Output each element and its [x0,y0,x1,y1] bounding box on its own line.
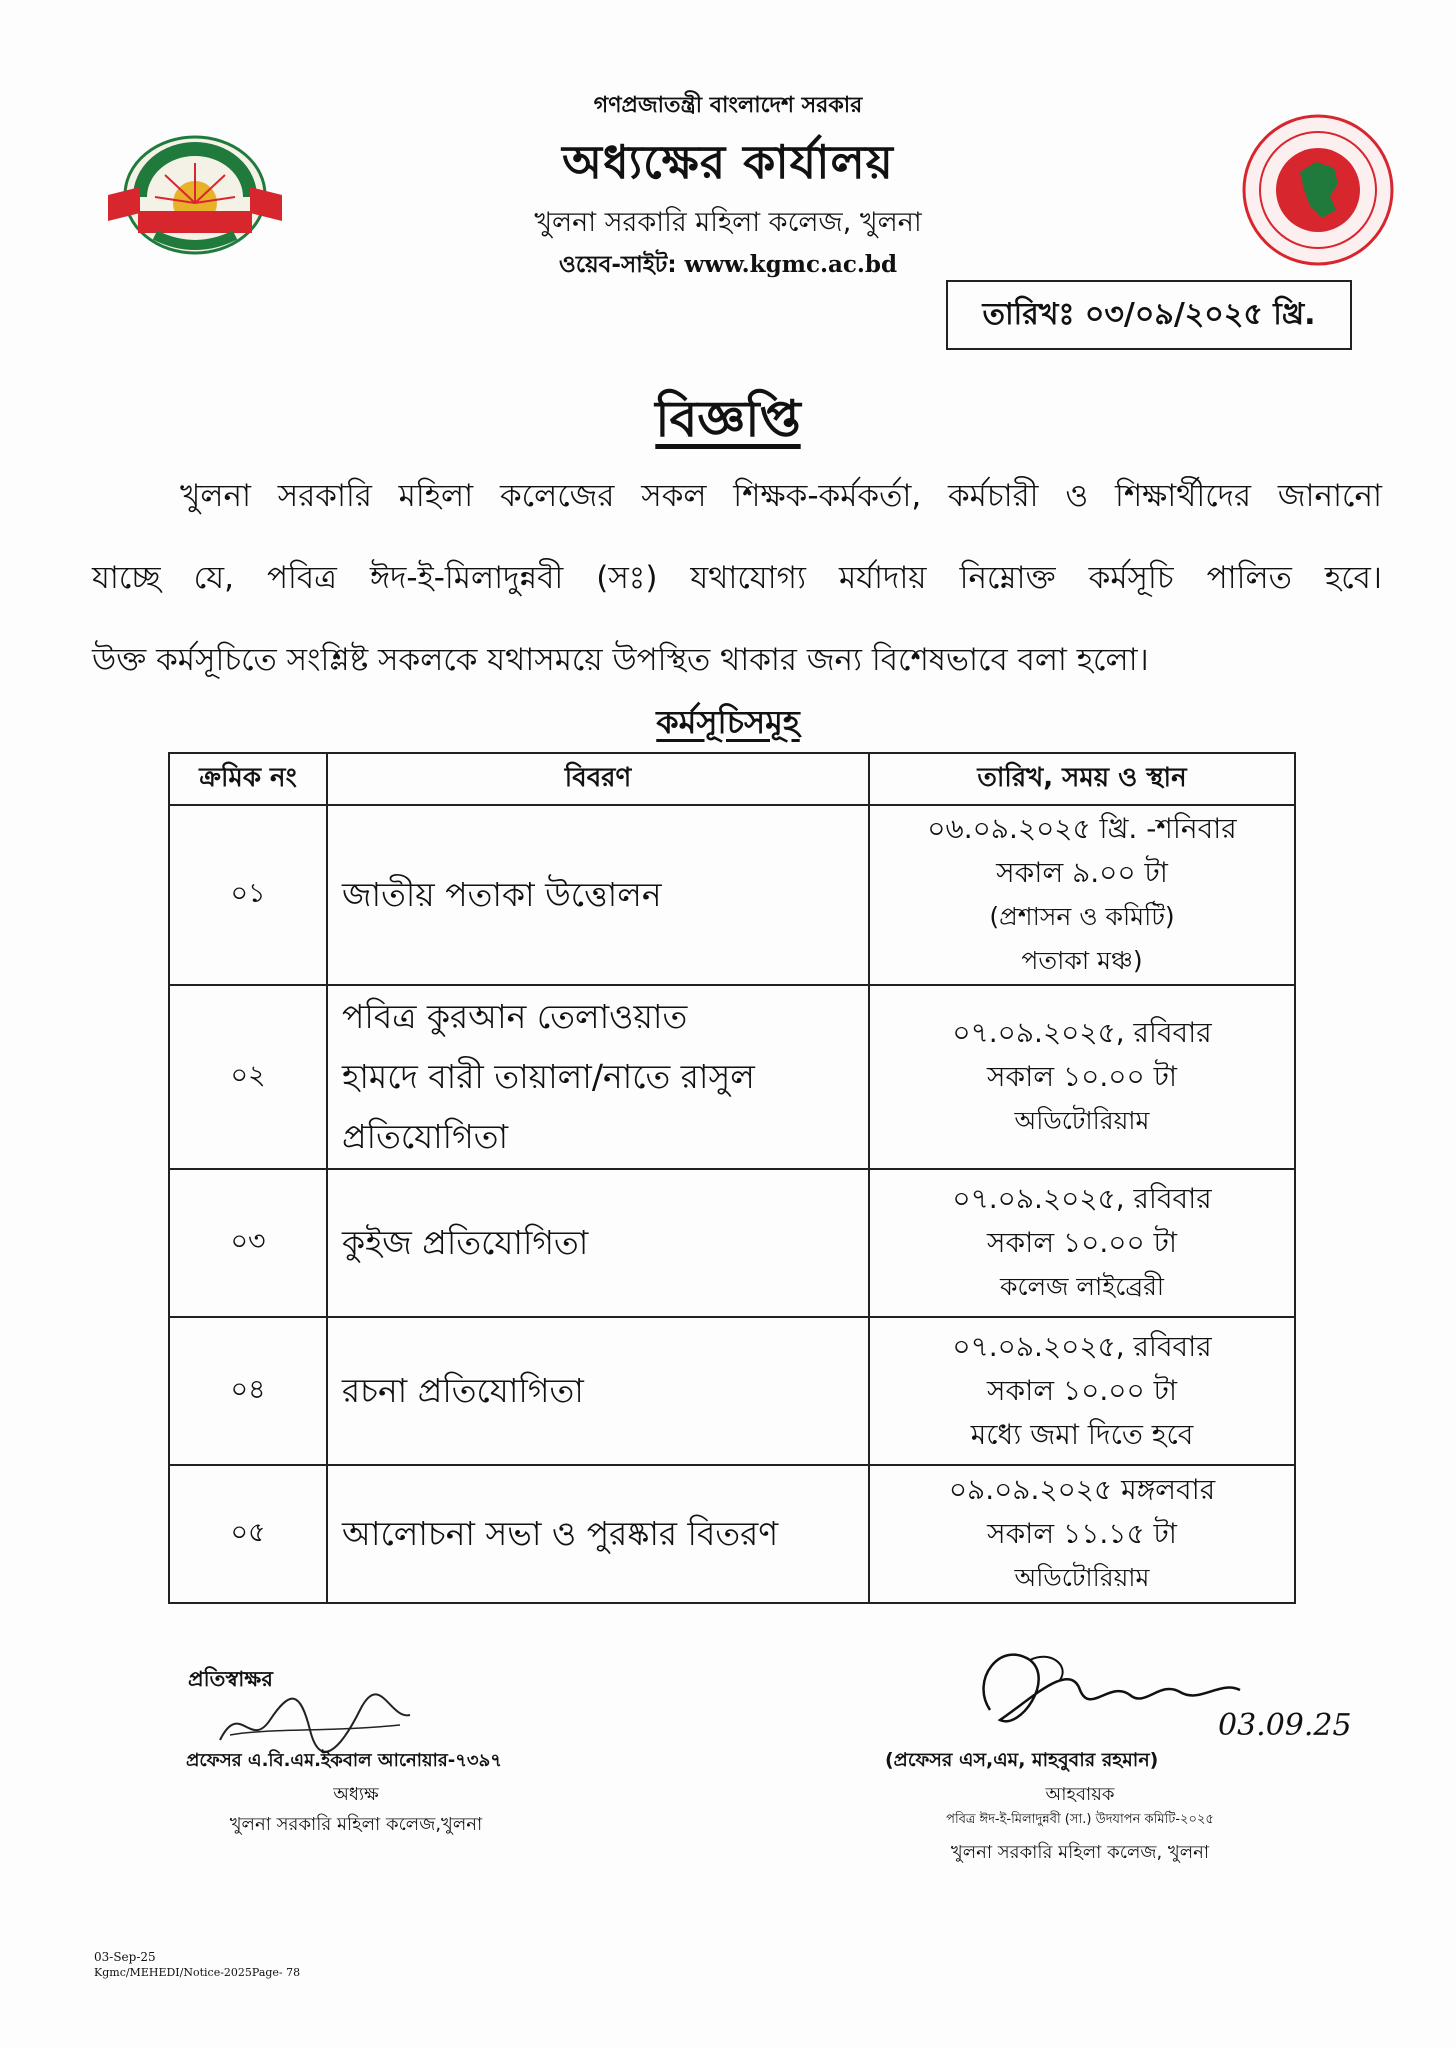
serial-cell: ০৪ [169,1317,327,1465]
column-header-serial: ক্রমিক নং [169,753,327,805]
office-title: অধ্যক্ষের কার্যালয় [562,135,894,189]
table-row [169,805,1295,985]
government-heading: গণপ্রজাতন্ত্রী বাংলাদেশ সরকার [593,93,863,118]
notice-title: বিজ্ঞপ্তি [655,390,801,448]
principal-role: অধ্যক্ষ [333,1784,379,1805]
serial-cell: ০৫ [169,1465,327,1603]
table-row [169,985,1295,1169]
schedule-cell: ০৭.০৯.২০২৫, রবিবার সকাল ১০.০০ টা অডিটোরিয়াম [869,985,1295,1169]
notice-body [92,455,1382,701]
convener-institution: খুলনা সরকারি মহিলা কলেজ, খুলনা [950,1842,1210,1863]
description-cell: কুইজ প্রতিযোগিতা [327,1169,869,1317]
table-row [169,1169,1295,1317]
principal-name: প্রফেসর এ.বি.এম.ইকবাল আনোয়ার-৭৩৯৭ [186,1750,502,1771]
website-label: ওয়েব-সাইট: [558,252,677,278]
table-header-row [169,753,1295,805]
notice-line: খুলনা সরকারি মহিলা কলেজের সকল শিক্ষক-কর্মকর্তা, কর্মচারী ও শিক্ষার্থীদের জানানো [180,478,1382,514]
schedule-cell: ০৬.০৯.২০২৫ খ্রি. -শনিবার সকাল ৯.০০ টা (প্রশাসন ও কমিটি) পতাকা মঞ্চ) [869,805,1295,985]
serial-cell: ০১ [169,805,327,985]
footer-date: 03-Sep-25 [94,1950,156,1964]
description-cell: পবিত্র কুরআন তেলাওয়াত হামদে বারী তায়ালা/নাতে রাসুল প্রতিযোগিতা [327,985,869,1169]
programme-table [168,752,1296,1604]
signature-handwritten-date: 03.09.25 [1218,1708,1352,1743]
table-row [169,1465,1295,1603]
description-cell: জাতীয় পতাকা উত্তোলন [327,805,869,985]
notice-line: যাচ্ছে যে, পবিত্র ঈদ-ই-মিলাদুন্নবী (সঃ) যথাযোগ্য মর্যাদায় নিম্নোক্ত কর্মসূচি পালিত হবে। [92,560,1382,596]
countersign-label: প্রতিস্বাক্ষর [188,1667,273,1691]
principal-institution: খুলনা সরকারি মহিলা কলেজ,খুলনা [229,1814,483,1835]
column-header-when: তারিখ, সময় ও স্থান [869,753,1295,805]
serial-cell: ০২ [169,985,327,1169]
notice-date: তারিখঃ ০৩/০৯/২০২৫ খ্রি. [946,280,1352,350]
schedule-cell: ০৭.০৯.২০২৫, রবিবার সকাল ১০.০০ টা কলেজ লাইব্রেরী [869,1169,1295,1317]
description-cell: রচনা প্রতিযোগিতা [327,1317,869,1465]
website-url[interactable]: www.kgmc.ac.bd [684,251,898,278]
footer-reference: Kgmc/MEHEDI/Notice-2025Page- 78 [94,1966,301,1979]
serial-cell: ০৩ [169,1169,327,1317]
schedule-cell: ০৯.০৯.২০২৫ মঙ্গলবার সকাল ১১.১৫ টা অডিটোরিয়াম [869,1465,1295,1603]
convener-name: (প্রফেসর এস,এম, মাহবুবার রহমান) [885,1749,1159,1771]
committee-name: পবিত্র ঈদ-ই-মিলাদুন্নবী (সা.) উদযাপন কমিটি-২০২৫ [946,1812,1214,1827]
notice-line: উক্ত কর্মসূচিতে সংশ্লিষ্ট সকলকে যথাসময়ে উপস্থিত থাকার জন্য বিশেষভাবে বলা হলো। [92,642,1149,678]
convener-role: আহবায়ক [1045,1784,1115,1805]
programme-title: কর্মসূচিসমূহ [656,703,800,741]
description-cell: আলোচনা সভা ও পুরষ্কার বিতরণ [327,1465,869,1603]
column-header-description: বিবরণ [327,753,869,805]
table-row [169,1317,1295,1465]
college-name: খুলনা সরকারি মহিলা কলেজ, খুলনা [534,207,922,238]
schedule-cell: ০৭.০৯.২০২৫, রবিবার সকাল ১০.০০ টা মধ্যে জমা দিতে হবে [869,1317,1295,1465]
